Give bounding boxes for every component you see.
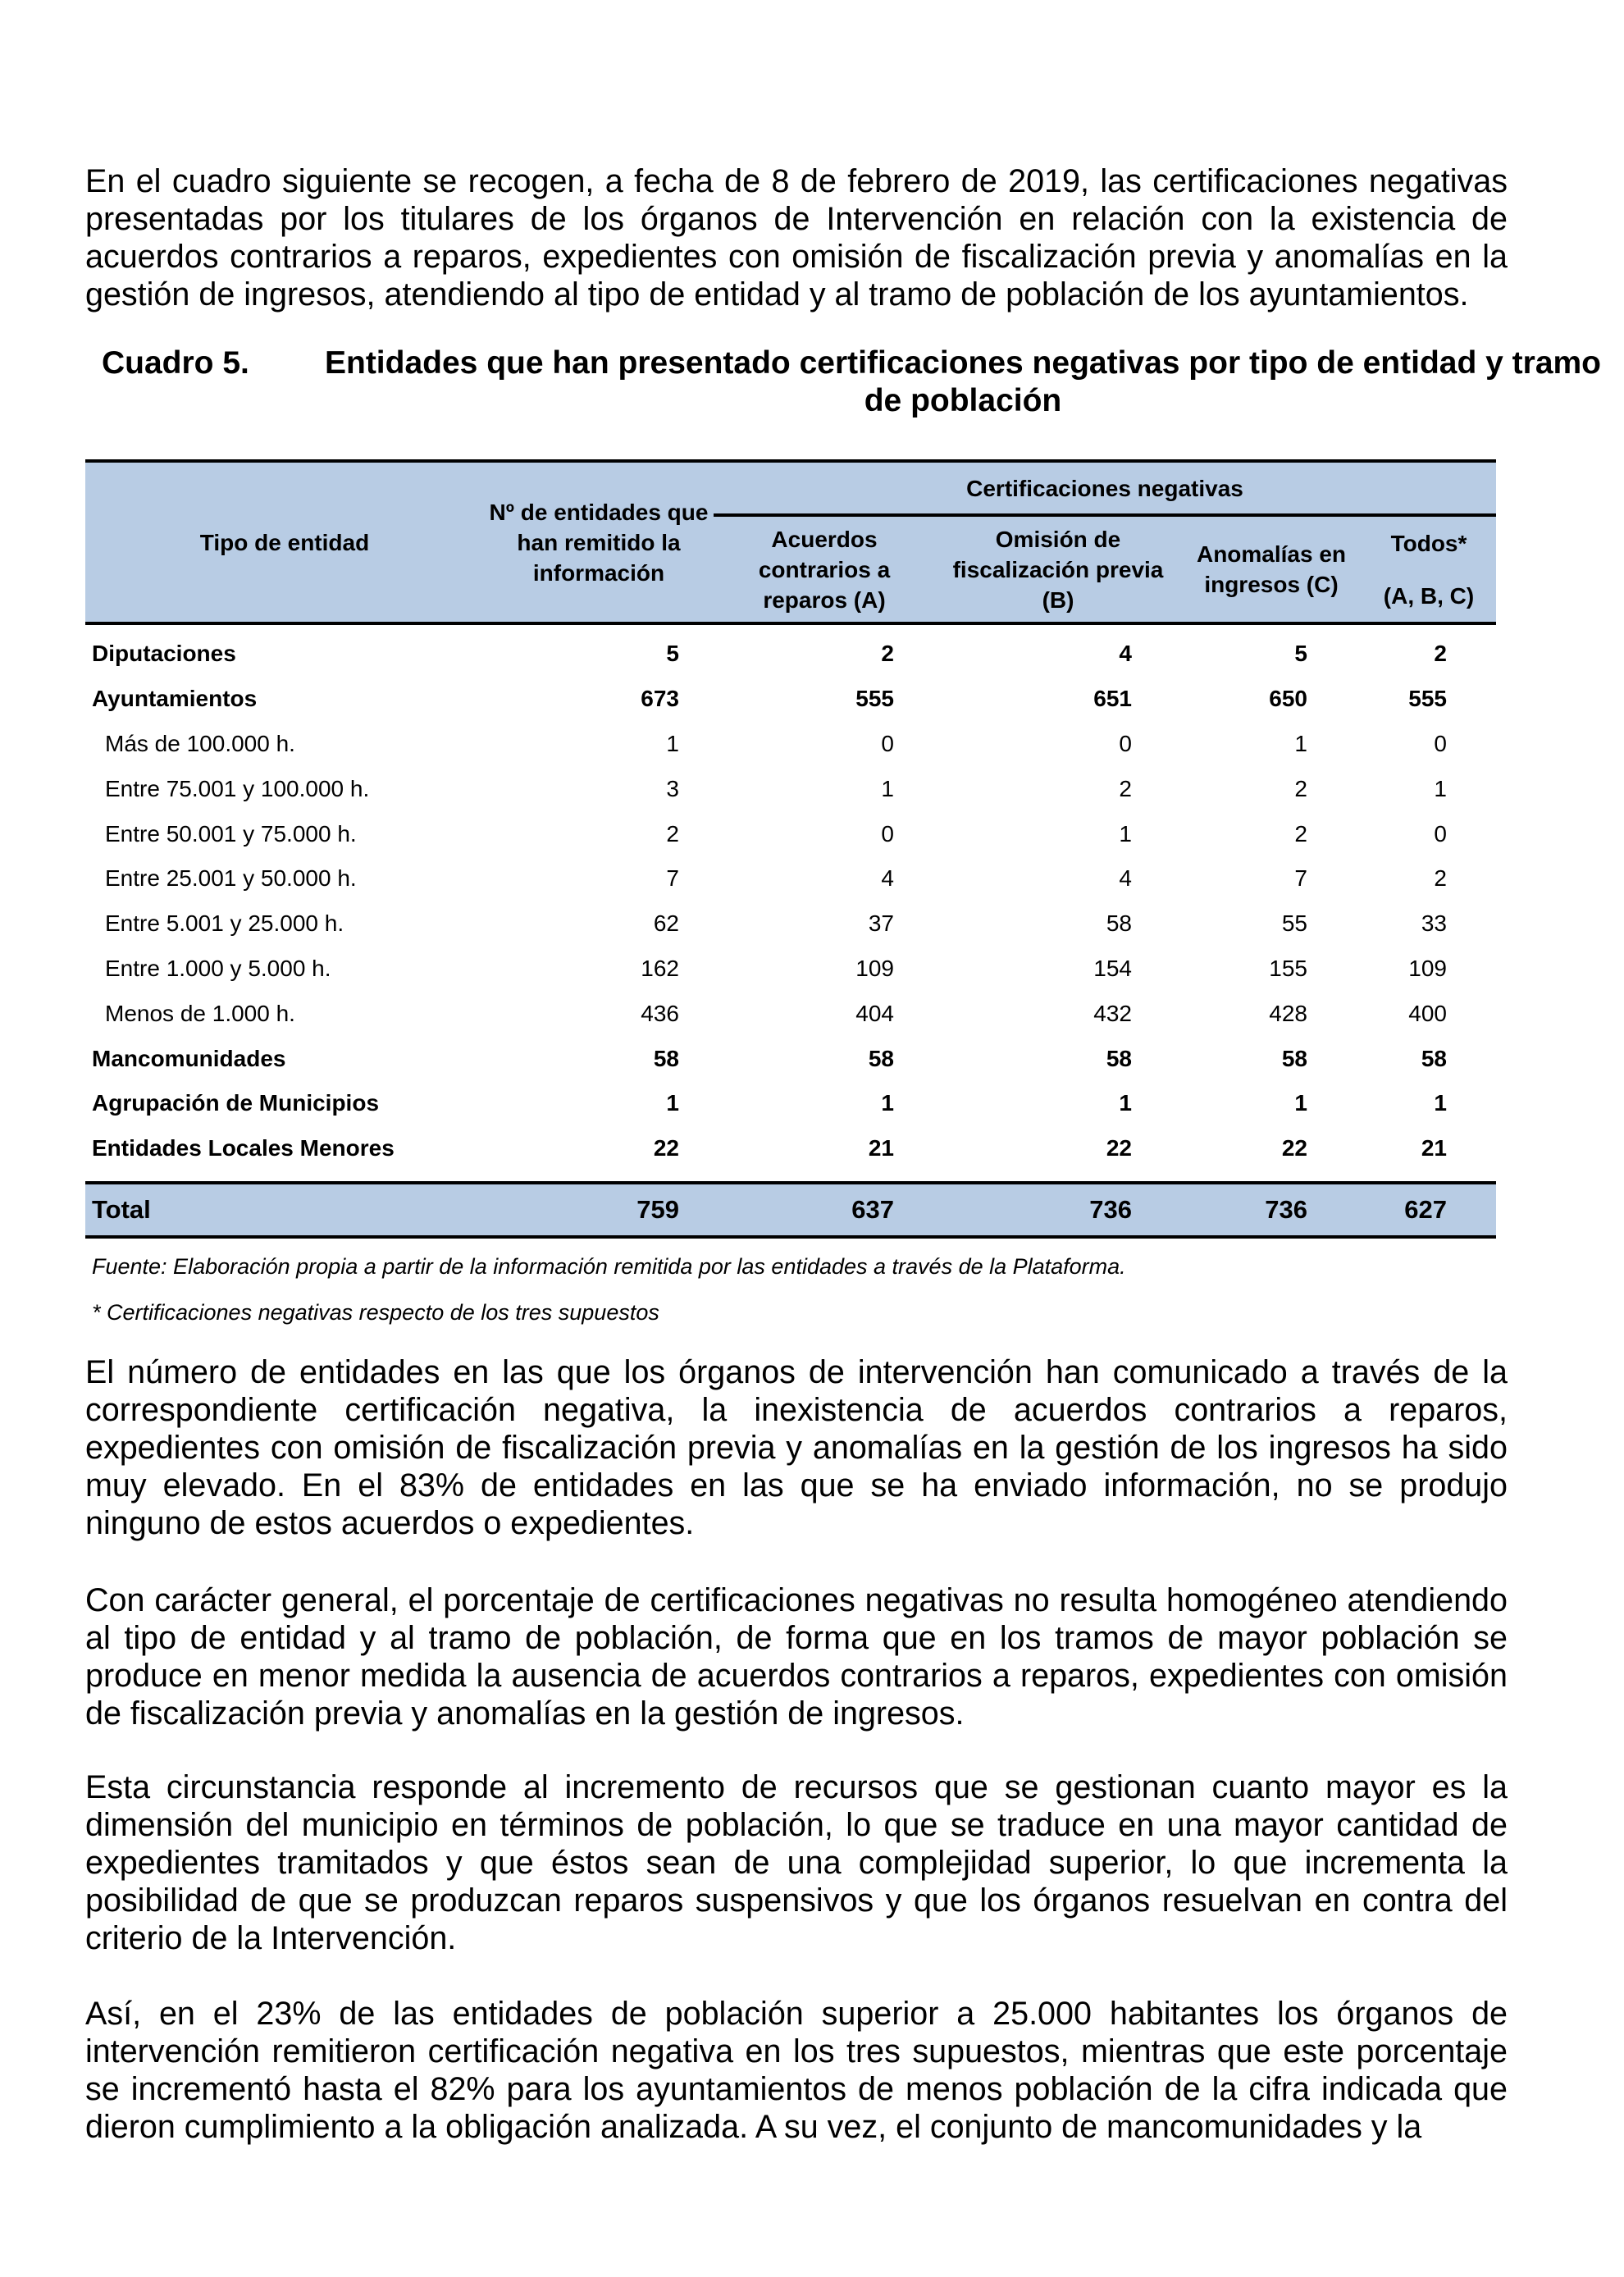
cell-b: 651 [1093,686,1132,712]
cell-c: 5 [1294,641,1307,667]
row-label: Entre 25.001 y 50.000 h. [105,865,357,892]
cell-c: 58 [1281,1045,1307,1071]
row-label: Entidades Locales Menores [92,1135,395,1161]
row-label: Ayuntamientos [92,686,258,712]
cell-b: 22 [1106,1135,1132,1161]
body-paragraph: Así, en el 23% de las entidades de población superior a 25.000 habitantes los órganos de intervención remitieron certificación negativa en los tres supuestos, mientras que este porcentaje se incrementó hasta el 82% para los ayuntamientos de menos población de la cifra indicada que dieron cumplimiento a la obligación analizada. A su vez, el conjunto de mancomunidades y la [85,1996,1508,2145]
header-acuerdos: Acuerdos contrarios a reparos (A) [714,515,935,623]
cell-num: 1 [666,1090,679,1116]
row-label: Menos de 1.000 h. [105,1000,295,1026]
row-label: Entre 5.001 y 25.000 h. [105,910,344,937]
cell-b: 2 [1119,775,1132,801]
cell-b: 4 [1119,865,1132,892]
cell-b: 58 [1106,910,1132,937]
cell-a: 58 [868,1045,894,1071]
total-todos: 627 [1362,1183,1496,1237]
table-row [85,1081,1496,1126]
cell-num: 62 [653,910,679,937]
cell-a: 109 [855,955,894,981]
cell-todos: 1 [1434,775,1447,801]
cell-c: 2 [1294,820,1307,846]
cell-num: 436 [641,1000,679,1026]
cell-todos: 1 [1434,1090,1447,1116]
cell-num: 58 [653,1045,679,1071]
header-tipo: Tipo de entidad [85,461,484,623]
cell-a: 1 [881,1090,894,1116]
cell-a: 0 [881,730,894,756]
cell-todos: 109 [1408,955,1447,981]
cell-c: 1 [1294,1090,1307,1116]
row-label: Diputaciones [92,641,236,667]
cell-num: 3 [666,775,679,801]
total-b: 736 [935,1183,1181,1237]
row-label: Agrupación de Municipios [92,1090,380,1116]
cell-a: 404 [855,1000,894,1026]
row-label: Entre 50.001 y 75.000 h. [105,820,357,846]
cell-todos: 555 [1408,686,1447,712]
header-omision: Omisión de fiscalización previa (B) [935,515,1181,623]
table-row [85,856,1496,901]
header-todos-sub: (A, B, C) [1362,569,1496,623]
cell-b: 0 [1119,730,1132,756]
cell-c: 650 [1269,686,1307,712]
header-todos: Todos* [1362,515,1496,569]
cell-a: 555 [855,686,894,712]
table-row [85,766,1496,811]
cell-num: 5 [666,641,679,667]
body-paragraph: Esta circunstancia responde al incremento de recursos que se gestionan cuanto mayor es la dimensión del municipio en términos de población, lo que se traduce en una mayor cantidad de expedientes tramitados y que éstos sean de una complejidad superior, lo que incrementa la posibilidad de que se produzcan reparos suspensivos y que los órganos resuelvan en contra del criterio de la Intervención. [85,1769,1508,1956]
cell-b: 432 [1093,1000,1132,1026]
row-label: Entre 1.000 y 5.000 h. [105,955,331,981]
row-label: Mancomunidades [92,1045,286,1071]
table-row [85,991,1496,1036]
cell-b: 4 [1119,641,1132,667]
cell-todos: 58 [1421,1045,1447,1071]
header-anomalias: Anomalías en ingresos (C) [1181,515,1362,623]
row-label: Entre 75.001 y 100.000 h. [105,775,370,801]
cell-todos: 400 [1408,1000,1447,1026]
cell-a: 21 [868,1135,894,1161]
cell-num: 673 [641,686,679,712]
table-spacer [85,1171,1496,1183]
cell-c: 55 [1281,910,1307,937]
cell-b: 1 [1119,1090,1132,1116]
cell-a: 1 [881,775,894,801]
total-a: 637 [714,1183,935,1237]
cell-todos: 0 [1434,730,1447,756]
spacer-cell [85,1171,1496,1183]
cell-todos: 2 [1434,865,1447,892]
cell-a: 0 [881,820,894,846]
table-row [85,722,1496,767]
intro-paragraph: En el cuadro siguiente se recogen, a fecha de 8 de febrero de 2019, las certificaciones negativas presentadas por los titulares de los órganos de Intervención en relación con la existencia de acuerdos contrarios a reparos, expedientes con omisión de fiscalización previa y anomalías en la gestión de ingresos, atendiendo al tipo de entidad y al tramo de población de los ayuntamientos. [85,163,1508,313]
cell-num: 162 [641,955,679,981]
cell-todos: 2 [1434,641,1447,667]
table-row [85,947,1496,992]
table-row [85,677,1496,722]
caption-title: Entidades que han presentado certificaciones negativas por tipo de entidad y tramo de población [324,345,1602,418]
cell-todos: 0 [1434,820,1447,846]
table-row [85,623,1496,677]
cell-b: 1 [1119,820,1132,846]
cell-b: 154 [1093,955,1132,981]
cell-c: 22 [1281,1135,1307,1161]
caption-number: Cuadro 5. [102,345,249,381]
body-paragraph: El número de entidades en las que los órganos de intervención han comunicado a través de la correspondiente certificación negativa, la inexistencia de acuerdos contrarios a reparos, expedientes con omisión de fiscalización previa y anomalías en la gestión de los ingresos ha sido muy elevado. En el 83% de entidades en las que se ha enviado información, no se produjo ninguno de estos acuerdos o expedientes. [85,1354,1508,1541]
asterisk-note: * Certificaciones negativas respecto de los tres supuestos [92,1300,659,1325]
cell-num: 7 [666,865,679,892]
table-row [85,1126,1496,1171]
cell-a: 4 [881,865,894,892]
cell-todos: 33 [1421,910,1447,937]
header-num-entidades: Nº de entidades que han remitido la información [484,461,714,623]
cell-c: 155 [1269,955,1307,981]
cell-a: 37 [868,910,894,937]
header-certificaciones-negativas: Certificaciones negativas [714,461,1496,515]
cell-c: 428 [1269,1000,1307,1026]
row-label: Más de 100.000 h. [105,730,295,756]
cell-num: 1 [666,730,679,756]
cell-c: 1 [1294,730,1307,756]
cell-num: 22 [653,1135,679,1161]
source-note: Fuente: Elaboración propia a partir de la información remitida por las entidades a través de la Plataforma. [92,1254,1126,1279]
cell-c: 2 [1294,775,1307,801]
cell-todos: 21 [1421,1135,1447,1161]
cell-b: 58 [1106,1045,1132,1071]
table-row [85,1036,1496,1081]
cell-num: 2 [666,820,679,846]
table-row [85,901,1496,947]
total-c: 736 [1181,1183,1362,1237]
total-label: Total [85,1183,484,1237]
table-row [85,811,1496,856]
total-row [85,1183,1496,1237]
total-num: 759 [484,1183,714,1237]
cell-c: 7 [1294,865,1307,892]
body-paragraph: Con carácter general, el porcentaje de certificaciones negativas no resulta homogéneo atendiendo al tipo de entidad y al tramo de población, de forma que en los tramos de mayor población se produce en menor medida la ausencia de acuerdos contrarios a reparos, expedientes con omisión de fiscalización previa y anomalías en la gestión de ingresos. [85,1582,1508,1732]
cell-a: 2 [881,641,894,667]
certificaciones-table [85,459,1496,1239]
